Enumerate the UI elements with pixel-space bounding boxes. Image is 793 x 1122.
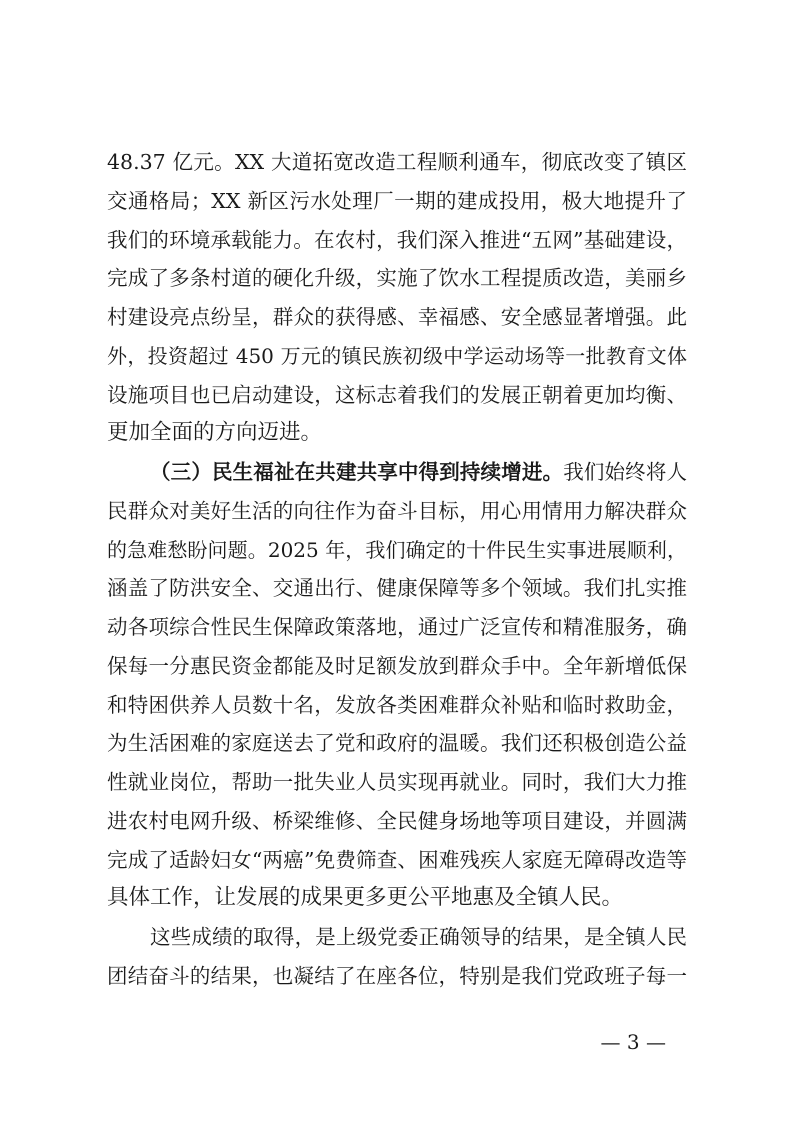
text-line: 的急难愁盼问题。2025 年，我们确定的十件民生实事进展顺利， <box>107 537 687 562</box>
section-heading: （三）民生福祉在共建共享中得到持续增进。 <box>150 460 564 484</box>
text-line: 进农村电网升级、桥梁维修、全民健身场地等项目建设，并圆满 <box>107 808 687 833</box>
text-line: 我们的环境承载能力。在农村，我们深入推进“五网”基础建设， <box>107 227 687 252</box>
text-line: 性就业岗位，帮助一批失业人员实现再就业。同时，我们大力推 <box>107 770 687 794</box>
text-line: 这些成绩的取得，是上级党委正确领导的结果，是全镇人民 <box>150 925 687 949</box>
text-line: 民群众对美好生活的向往作为奋斗目标，用心用情用力解决群众 <box>107 498 687 523</box>
text-line: 村建设亮点纷呈，群众的获得感、幸福感、安全感显著增强。此 <box>107 305 687 329</box>
text-line: 完成了适龄妇女“两癌”免费筛查、困难残疾人家庭无障碍改造等 <box>107 847 687 872</box>
text-line: 动各项综合性民生保障政策落地，通过广泛宣传和精准服务，确 <box>107 615 687 639</box>
text-line: 完成了多条村道的硬化升级，实施了饮水工程提质改造，美丽乡 <box>107 266 687 291</box>
text-line: 涵盖了防洪安全、交通出行、健康保障等多个领域。我们扎实推 <box>107 576 687 601</box>
text-line: 和特困供养人员数十名，发放各类困难群众补贴和临时救助金， <box>107 692 687 717</box>
text-line: 为生活困难的家庭送去了党和政府的温暖。我们还积极创造公益 <box>107 731 687 756</box>
text-line: 48.37 亿元。XX 大道拓宽改造工程顺利通车，彻底改变了镇区 <box>107 150 687 174</box>
heading-line-rest: 我们始终将人 <box>563 460 688 484</box>
body-text <box>107 143 687 996</box>
text-line: 团结奋斗的结果，也凝结了在座各位，特别是我们党政班子每一 <box>107 963 687 988</box>
text-line: 具体工作，让发展的成果更多更公平地惠及全镇人民。 <box>107 885 624 911</box>
text-line: 交通格局；XX 新区污水处理厂一期的建成投用，极大地提升了 <box>107 188 687 213</box>
text-line: 保每一分惠民资金都能及时足额发放到群众手中。全年新增低保 <box>107 653 687 678</box>
text-line: 设施项目也已启动建设，这标志着我们的发展正朝着更加均衡、 <box>107 382 687 407</box>
text-line: 更加全面的方向迈进。 <box>107 420 323 446</box>
section-heading-line <box>107 453 687 492</box>
text-line: 外，投资超过 450 万元的镇民族初级中学运动场等一批教育文体 <box>107 343 687 368</box>
page-number: — 3 — <box>600 1030 666 1054</box>
